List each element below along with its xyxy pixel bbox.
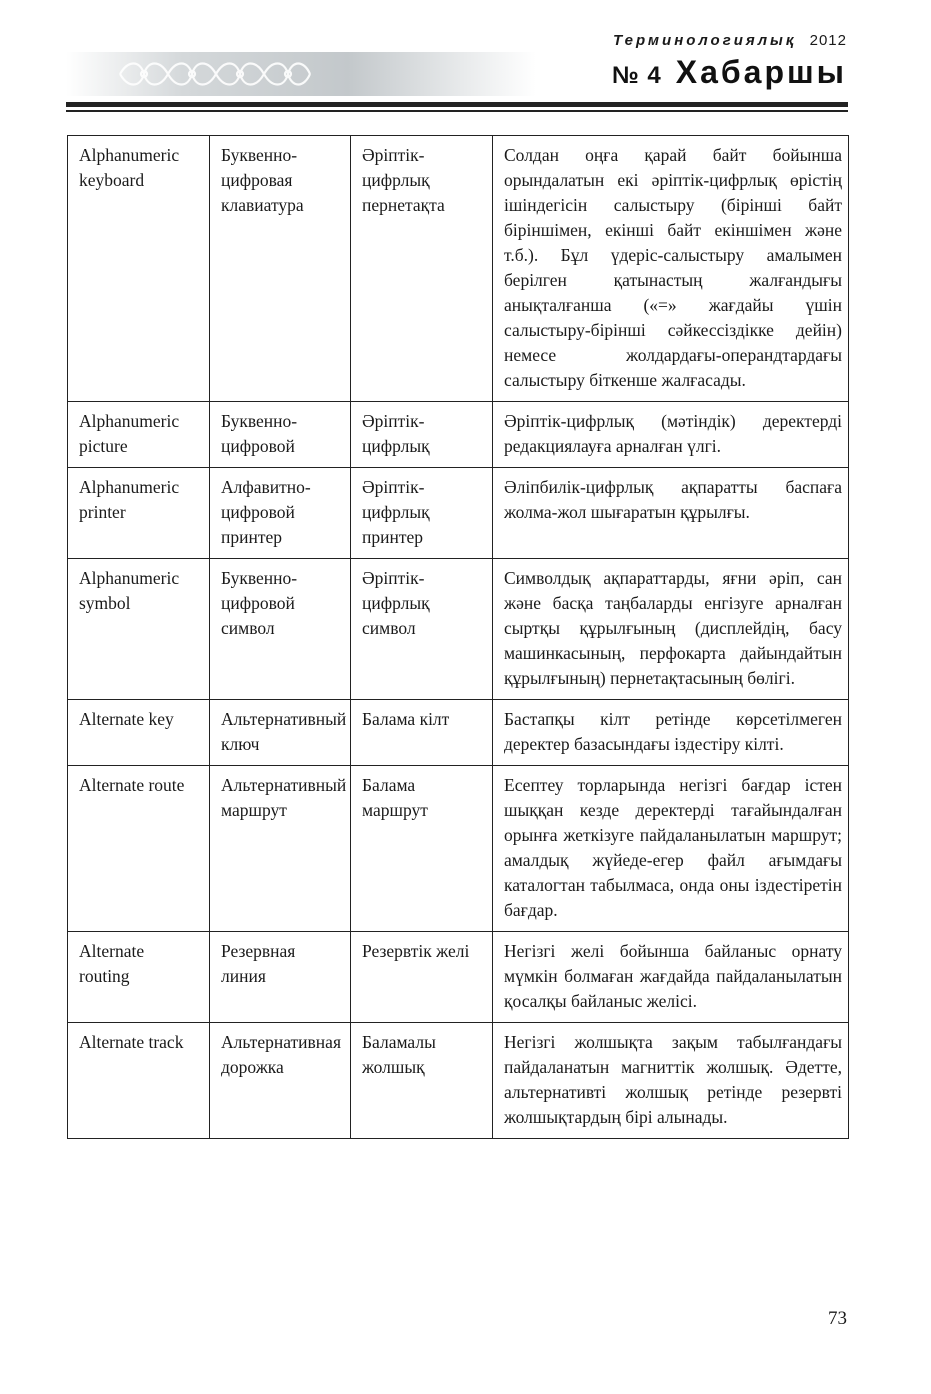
term-russian: Буквенно-цифровой	[210, 402, 351, 468]
table-row	[68, 700, 849, 766]
term-english: Alternate key	[68, 700, 210, 766]
journal-issue-heading	[612, 54, 847, 91]
term-english: Alternate route	[68, 766, 210, 932]
term-kazakh: Балама маршрут	[351, 766, 493, 932]
term-definition: Әліпбилік-цифрлық ақпаратты баспаға жолма-жол шығаратын құрылғы.	[493, 468, 849, 559]
table-row	[68, 932, 849, 1023]
term-definition: Негізгі желі бойынша байланыс орнату мүмкін болмаған жағдайда пайдаланылатын қосалқы байланыс желісі.	[493, 932, 849, 1023]
term-kazakh: Балама кілт	[351, 700, 493, 766]
header-rule-thin	[66, 110, 848, 112]
term-definition: Солдан оңға қарай байт бойынша орындалатын екі әріптік-цифрлық өрістің ішіндегісін салыстыру (бірінші байт біріншімен, екінші байт екіншімен және т.б.). Бұл үдеріс-салыстыру амалымен берілген қатынастың жалғандығы анықталғанша («=» жағдайы үшін салыстыру-бірінші сәйкессіздікке дейін) немесе жолдардағы-операндтардағы салыстыру біткенше жалғасады.	[493, 136, 849, 402]
journal-title-line	[613, 32, 847, 49]
term-definition: Символдық ақпараттарды, яғни әріп, сан және басқа таңбаларды енгізуге арналған сыртқы құрылғының (дисплейдің, басу машинкасының, перфокарта дайындайтын құрылғының) пернетақтасының бөлігі.	[493, 559, 849, 700]
term-kazakh: Резервтік желі	[351, 932, 493, 1023]
journal-title: Терминологиялық	[613, 32, 797, 49]
term-english: Alternate track	[68, 1023, 210, 1139]
term-english: Alphanumeric keyboard	[68, 136, 210, 402]
header-rule-thick	[66, 102, 848, 107]
table-row	[68, 402, 849, 468]
term-definition: Есептеу торларында негізгі бағдар істен шыққан кезде деректерді тағайындалған орынға жеткізуге пайдаланылатын маршрут; амалдық жүйеде-егер файл ағымдағы каталогтан табылмаса, онда оны іздестіретін бағдар.	[493, 766, 849, 932]
issue-number: № 4	[611, 62, 662, 89]
term-russian: Буквенно-цифровой символ	[210, 559, 351, 700]
term-kazakh: Әріптік-цифрлық	[351, 402, 493, 468]
term-kazakh: Әріптік-цифрлық пернетақта	[351, 136, 493, 402]
terminology-table	[67, 135, 849, 1139]
term-english: Alphanumeric picture	[68, 402, 210, 468]
term-russian: Альтернативный маршрут	[210, 766, 351, 932]
term-definition: Әріптік-цифрлық (мәтіндік) деректерді редакциялауға арналған үлгі.	[493, 402, 849, 468]
term-russian: Альтернативный ключ	[210, 700, 351, 766]
ornament-icon	[114, 56, 314, 92]
term-definition: Негізгі жолшықта зақым табылғандағы пайдаланатын магниттік жолшық. Әдетте, альтернативті жолшық ретінде резервті жолшықтардың бірі алынады.	[493, 1023, 849, 1139]
table-row	[68, 136, 849, 402]
page-number: 73	[828, 1308, 847, 1329]
table-row	[68, 1023, 849, 1139]
term-english: Alphanumeric symbol	[68, 559, 210, 700]
term-russian: Алфавитно-цифровой принтер	[210, 468, 351, 559]
term-russian: Резервная линия	[210, 932, 351, 1023]
term-english: Alphanumeric printer	[68, 468, 210, 559]
term-kazakh: Әріптік-цифрлық принтер	[351, 468, 493, 559]
ornament-banner	[66, 52, 536, 96]
table-row	[68, 559, 849, 700]
term-kazakh: Баламалы жолшық	[351, 1023, 493, 1139]
term-russian: Буквенно-цифровая клавиатура	[210, 136, 351, 402]
term-kazakh: Әріптік-цифрлық символ	[351, 559, 493, 700]
term-definition: Бастапқы кілт ретінде көрсетілмеген деректер базасындағы іздестіру кілті.	[493, 700, 849, 766]
term-english: Alternate routing	[68, 932, 210, 1023]
table-row	[68, 468, 849, 559]
journal-year: 2012	[809, 32, 847, 49]
term-russian: Альтернативная дорожка	[210, 1023, 351, 1139]
table-row	[68, 766, 849, 932]
journal-name: Хабаршы	[675, 54, 847, 90]
